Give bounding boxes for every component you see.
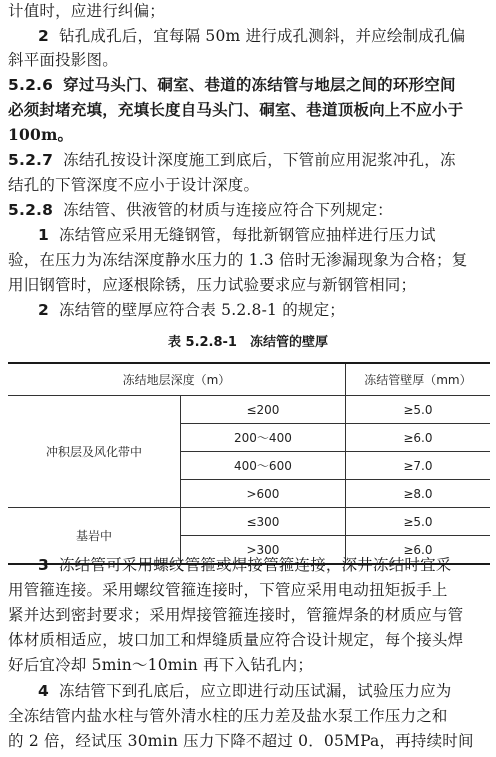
item-number: 2 xyxy=(38,27,49,45)
list-item: 1 冻结管应采用无缝钢管，每批新钢管应抽样进行压力试 xyxy=(38,226,436,244)
clause-5-2-8: 5.2.8 冻结管、供液管的材质与连接应符合下列规定： xyxy=(8,201,393,219)
clause-number: 5.2.6 xyxy=(8,76,54,94)
text-line: 结孔的下管深度不应小于设计深度。 xyxy=(8,176,260,194)
thickness-cell: ≥7.0 xyxy=(345,452,490,480)
item-number: 2 xyxy=(38,301,49,319)
text-line: 的 2 倍，经试压 30min 压力下降不超过 0．05MPa，再持续时间 xyxy=(8,732,474,750)
thickness-cell: ≥5.0 xyxy=(345,396,490,424)
table-row xyxy=(8,508,490,536)
thickness-cell: ≥6.0 xyxy=(345,536,490,565)
item-number: 3 xyxy=(38,556,49,574)
depth-cell: 200～400 xyxy=(181,424,346,452)
text-line: 好后宜冷却 5min～10min 再下入钻孔内； xyxy=(8,656,314,674)
text-line: 验，在压力为冻结深度静水压力的 1.3 倍时无渗漏现象为合格；复 xyxy=(8,251,468,269)
table-row xyxy=(8,396,490,424)
text-line: 100m。 xyxy=(8,125,74,144)
depth-cell: ≤300 xyxy=(181,508,346,536)
text-line: 计值时，应进行纠偏； xyxy=(8,2,166,20)
thickness-cell: ≥5.0 xyxy=(345,508,490,536)
group-label: 冲积层及风化带中 xyxy=(8,396,181,508)
item-number: 4 xyxy=(38,682,49,700)
text-line: 全冻结管内盐水柱与管外清水柱的压力差及盐水泵工作压力之和 xyxy=(8,707,448,725)
list-item: 2 冻结管的壁厚应符合表 5.2.8-1 的规定； xyxy=(38,301,345,319)
thickness-cell: ≥8.0 xyxy=(345,480,490,508)
list-item: 2 钻孔成孔后，宜每隔 50m 进行成孔测斜，并应绘制成孔偏 xyxy=(38,27,466,45)
clause-number: 5.2.7 xyxy=(8,151,54,169)
depth-cell: ≤200 xyxy=(181,396,346,424)
text-line: 用管箍连接。采用螺纹管箍连接时，下管应采用电动扭矩扳手上 xyxy=(8,581,448,599)
column-header-depth: 冻结地层深度（m） xyxy=(8,363,345,396)
list-item: 4 冻结管下到孔底后，应立即进行动压试漏，试验压力应为 xyxy=(38,682,452,700)
clause-5-2-6: 5.2.6 穿过马头门、硐室、巷道的冻结管与地层之间的环形空间 xyxy=(8,75,456,94)
table-header-row xyxy=(8,363,490,396)
column-header-thickness: 冻结管壁厚（mm） xyxy=(345,363,490,396)
text-line: 紧并达到密封要求；采用焊接管箍连接时，管箍焊条的材质应与管 xyxy=(8,606,464,624)
text-line: 用旧钢管时，应逐根除锈，压力试验要求应与新钢管相同； xyxy=(8,276,417,294)
item-number: 1 xyxy=(38,226,49,244)
text-line: 必须封堵充填，充填长度自马头门、硐室、巷道顶板向上不应小于 xyxy=(8,100,464,119)
text-line: 体材质相适应，坡口加工和焊缝质量应符合设计规定，每个接头焊 xyxy=(8,631,464,649)
depth-cell: 400～600 xyxy=(181,452,346,480)
depth-cell: >600 xyxy=(181,480,346,508)
table-caption: 表 5.2.8-1 冻结管的壁厚 xyxy=(168,335,328,350)
list-item: 3 冻结管可采用螺纹管箍或焊接管箍连接，深井冻结时宜采 xyxy=(38,556,452,574)
text-line: 斜平面投影图。 xyxy=(8,51,118,69)
wall-thickness-table xyxy=(8,362,490,565)
group-label: 基岩中 xyxy=(8,508,181,565)
clause-5-2-7: 5.2.7 冻结孔按设计深度施工到底后，下管前应用泥浆冲孔，冻 xyxy=(8,151,456,169)
thickness-cell: ≥6.0 xyxy=(345,424,490,452)
depth-cell: >300 xyxy=(181,536,346,565)
clause-number: 5.2.8 xyxy=(8,201,54,219)
